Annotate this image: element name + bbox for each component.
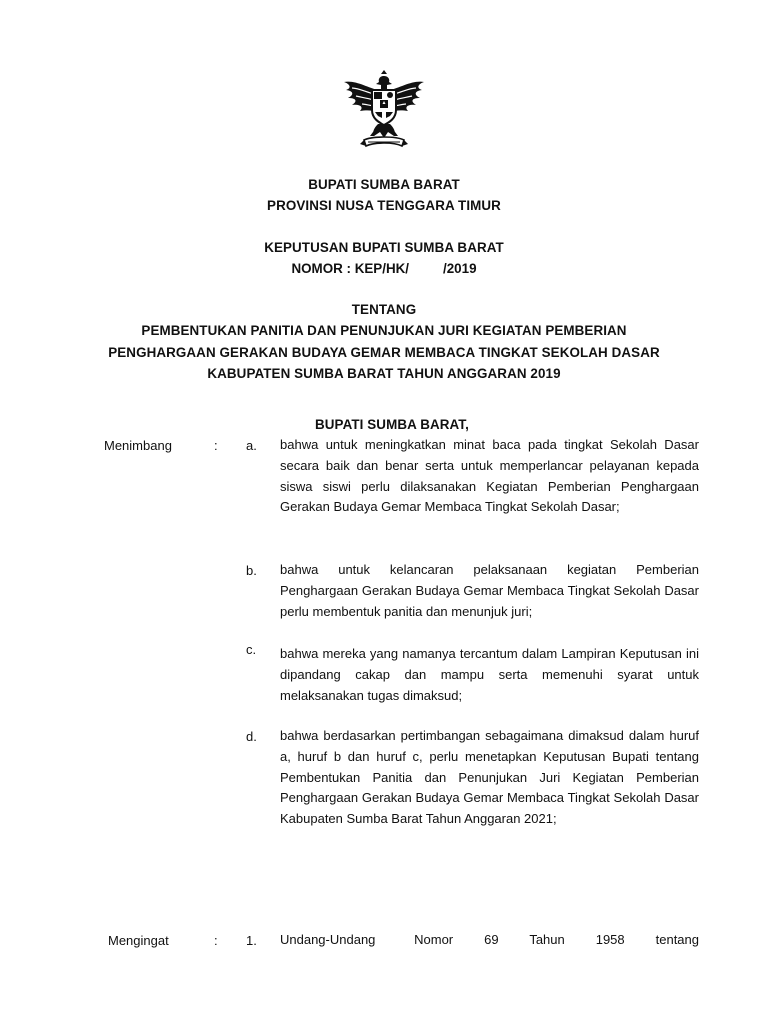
decree-number bbox=[0, 261, 768, 276]
menimbang-colon: : bbox=[214, 438, 218, 453]
mengingat-item-1: Undang-Undang Nomor 69 Tahun 1958 tentang bbox=[280, 932, 699, 947]
garuda-pancasila-emblem-icon bbox=[334, 70, 434, 154]
menimbang-item-d: bahwa berdasarkan pertimbangan sebagaimana dimaksud dalam huruf a, huruf b dan huruf c, perlu menetapkan Keputusan Bupati tentang Pembentukan Panitia dan Penunjukan Juri Kegiatan Pemberian Penghargaan Gerakan Budaya Gemar Membaca Tingkat Sekolah Dasar Kabupaten Sumba Barat Tahun Anggaran 2021; bbox=[280, 728, 699, 827]
item-letter-b: b. bbox=[246, 563, 257, 578]
item-letter-c: c. bbox=[246, 642, 257, 657]
mengingat-label: Mengingat bbox=[108, 933, 169, 948]
province-heading: PROVINSI NUSA TENGGARA TIMUR bbox=[267, 198, 501, 213]
menimbang-label: Menimbang bbox=[104, 438, 172, 453]
subject-line-3: KABUPATEN SUMBA BARAT TAHUN ANGGARAN 2019 bbox=[207, 366, 561, 381]
decree-title: KEPUTUSAN BUPATI SUMBA BARAT bbox=[264, 240, 504, 255]
issuer-signature-heading: BUPATI SUMBA BARAT, bbox=[315, 417, 469, 432]
menimbang-item-b: bahwa untuk kelancaran pelaksanaan kegiatan Pemberian Penghargaan Gerakan Budaya Gemar Membaca Tingkat Sekolah Dasar perlu membentuk panitia dan menunjuk juri; bbox=[280, 562, 699, 619]
item-letter-d: d. bbox=[246, 729, 257, 744]
item-letter-a: a. bbox=[246, 438, 257, 453]
decree-number-suffix: /2019 bbox=[443, 261, 477, 276]
issuer-heading: BUPATI SUMBA BARAT bbox=[308, 177, 460, 192]
item-number-1: 1. bbox=[246, 933, 257, 948]
decree-number-prefix: NOMOR : KEP/HK/ bbox=[291, 261, 410, 276]
menimbang-item-c: bahwa mereka yang namanya tercantum dalam Lampiran Keputusan ini dipandang cakap dan mampu serta memenuhi syarat untuk melaksanakan tugas dimaksud; bbox=[280, 646, 699, 703]
menimbang-item-a: bahwa untuk meningkatkan minat baca pada tingkat Sekolah Dasar secara baik dan benar serta untuk memperlancar pelayanan kepada siswa siswi perlu dilaksanakan Kegiatan Pemberian Penghargaan Gerakan Budaya Gemar Membaca Tingkat Sekolah Dasar; bbox=[280, 437, 699, 515]
mengingat-colon: : bbox=[214, 933, 218, 948]
subject-line-2: PENGHARGAAN GERAKAN BUDAYA GEMAR MEMBACA TINGKAT SEKOLAH DASAR bbox=[108, 345, 660, 360]
tentang-heading: TENTANG bbox=[351, 302, 417, 317]
subject-line-1: PEMBENTUKAN PANITIA DAN PENUNJUKAN JURI KEGIATAN PEMBERIAN bbox=[141, 323, 627, 338]
